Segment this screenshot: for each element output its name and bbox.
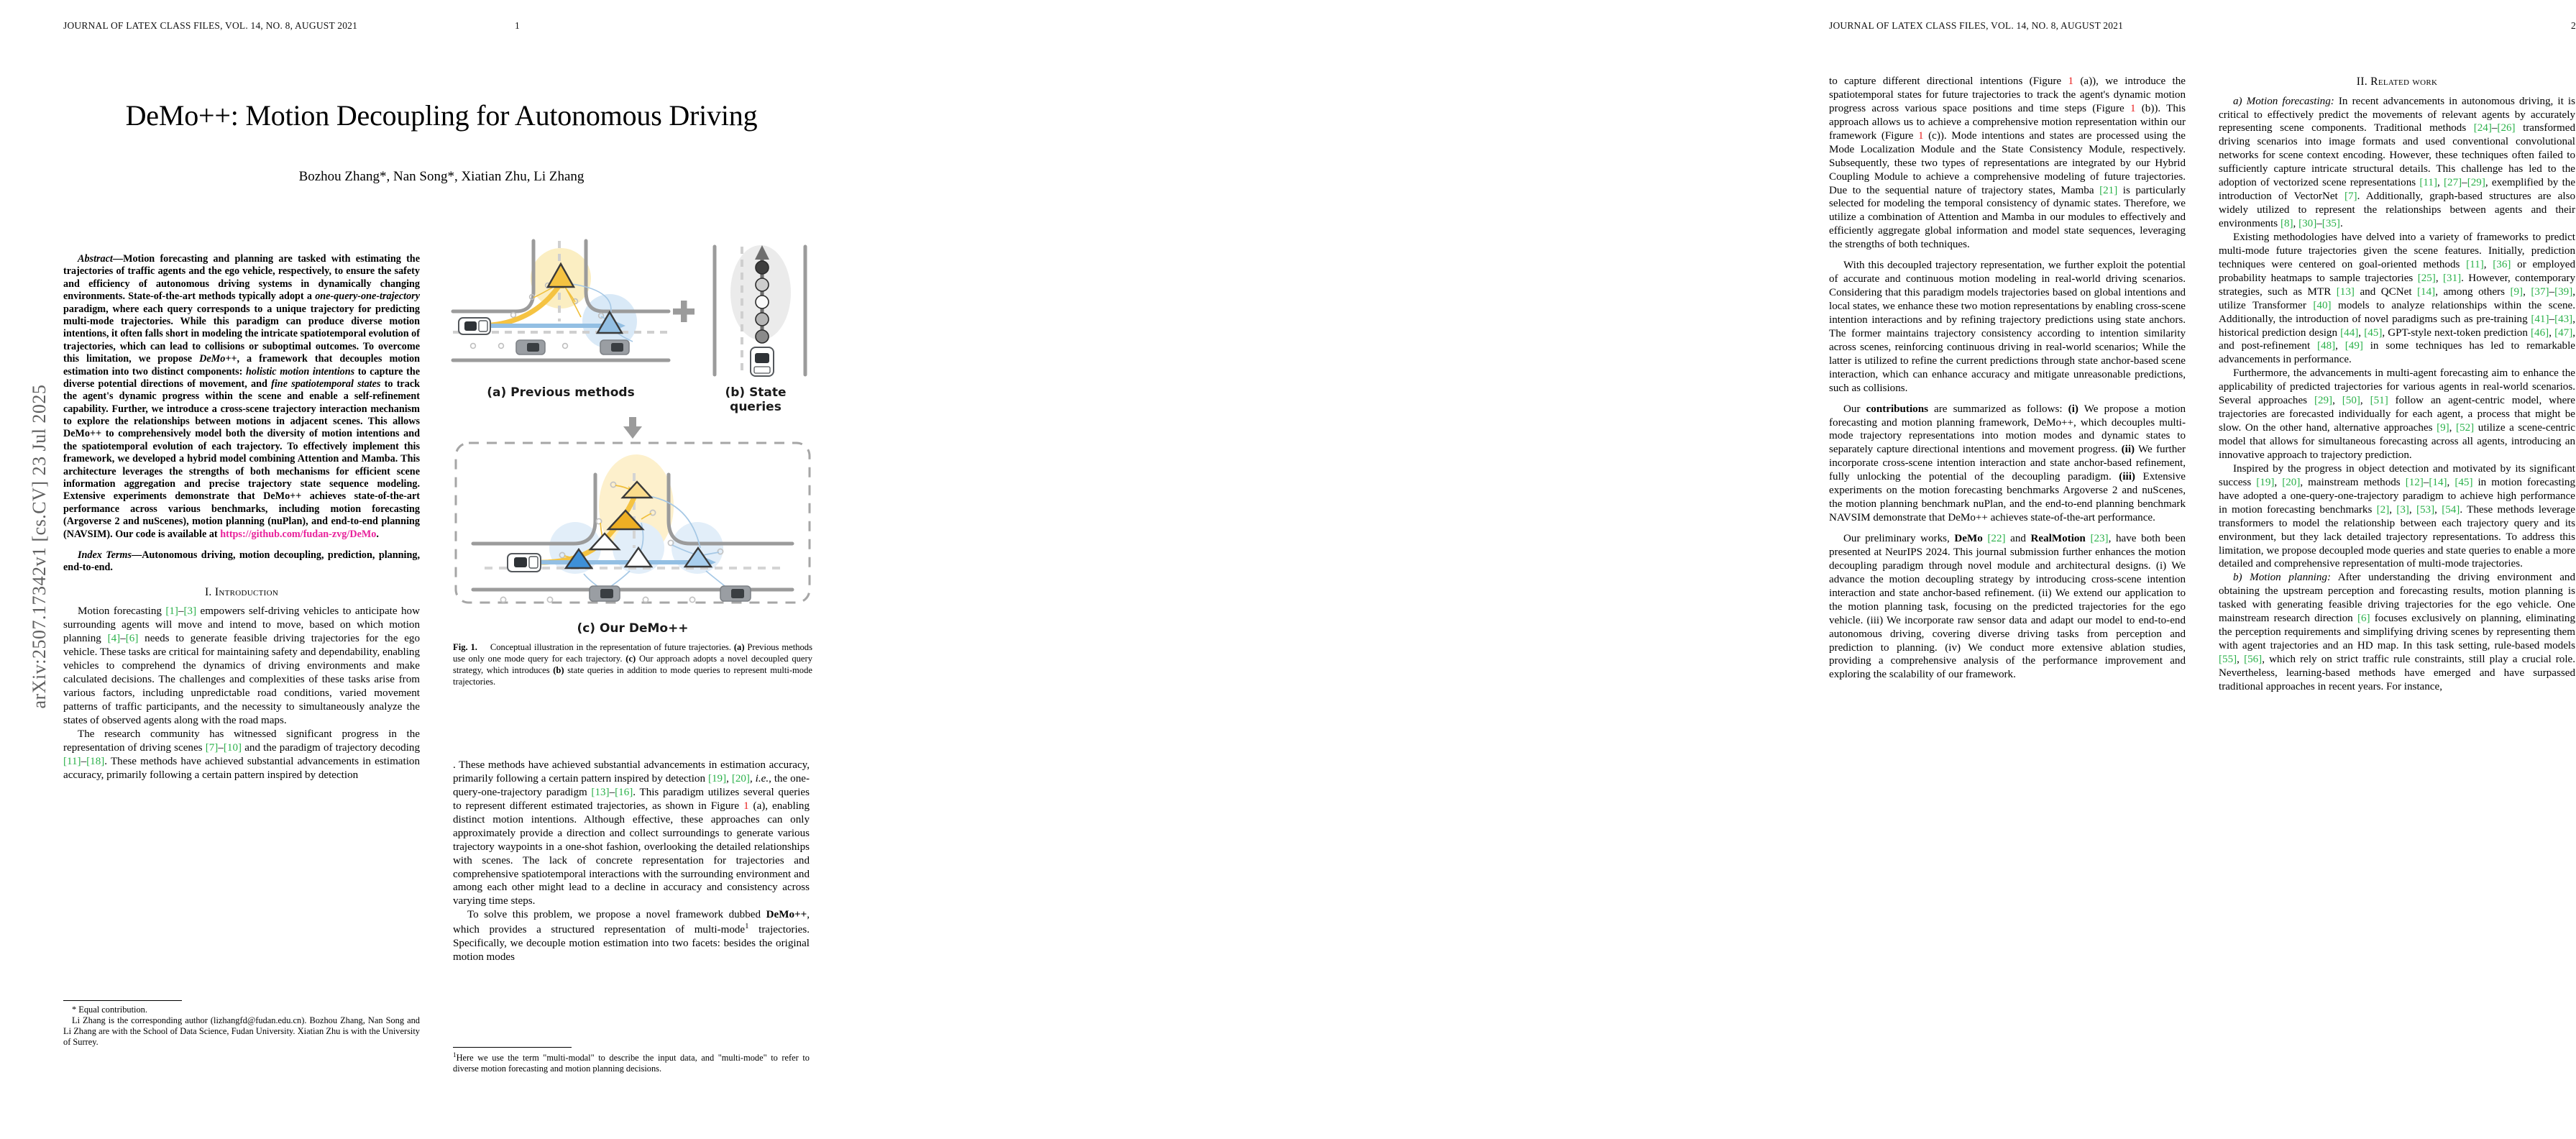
figure-1-caption: Fig. 1. Conceptual illustration in the representation of future trajectories. (a) Previous methods use only one mode query for each trajectory. (c) Our approach adopts a novel decoupled query strategy, which introduces (b) state queries in addition to mode queries to represent multi-mode trajectories. xyxy=(453,642,813,687)
other-vehicle-icon xyxy=(590,586,620,601)
index-terms: Index Terms—Autonomous driving, motion decoupling, prediction, planning, end-to-end. xyxy=(63,549,420,574)
footnote-equal-contribution: * Equal contribution. xyxy=(72,1005,147,1015)
panel-c-label: (c) Our DeMo++ xyxy=(577,621,689,636)
arxiv-stamp: arXiv:2507.17342v1 [cs.CV] 23 Jul 2025 xyxy=(29,384,50,709)
figure-panel-a xyxy=(453,241,669,400)
intro-paragraph-2: The research community has witnessed significant progress in the representation of driving scenes [7]–[10] and the paradigm of trajectory decoding [11]–[18]. These methods have achieved substantial advancements in estimation accuracy, primarily following a certain pattern inspired by detection xyxy=(63,728,420,781)
intro-paragraph-2-cont: . These methods have achieved substantial advancements in estimation accuracy, primarily following a certain pattern inspired by detection [19], [20], i.e., the one-query-one-trajectory paradigm [13]–[16]. This paradigm utilizes several queries to represent different estimated trajectories, as shown in Figure 1 (a), enabling distinct motion intentions. Although effective, these approaches can only approximately provide a direction and collect surroundings to generate various trajectory waypoints in a one-shot fashion, overlooking the detailed relationships with scenes. The lack of concrete representation for trajectories and comprehensive spatiotemporal interactions with the surrounding environment and among each other might lead to a decline in accuracy and consistency across varying time steps. xyxy=(453,759,810,907)
column-b xyxy=(453,759,810,1074)
figure-down-arrow-container xyxy=(453,417,812,440)
page-2 xyxy=(880,0,2576,1139)
related-motion-planning-paragraph: b) Motion planning: After understanding the driving environment and obtaining the upstream perception and forecasting results, motion planning is tasked with generating feasible driving trajectories for the ego vehicle. One mainstream research direction [6] focuses exclusively on planning, eliminating the perception requirements and simplifying driving scenes by representing them with agent trajectories and an HD map. In this task setting, rule-based models [55], [56], which rely on strict traffic rule constraints, still play a crucial role. Nevertheless, learning-based methods have emerged and have surpassed traditional approaches in recent years. For instance, xyxy=(2219,572,2575,692)
anchor-dot xyxy=(511,313,516,318)
running-head-page-2: JOURNAL OF LATEX CLASS FILES, VOL. 14, NO. 8, AUGUST 2021 xyxy=(1829,20,2124,31)
figure-top-row xyxy=(453,241,812,414)
footnote-block-right xyxy=(453,1040,810,1074)
plus-icon xyxy=(671,299,696,324)
figure-plus-container xyxy=(669,241,699,381)
footnote-multimodal: $^1$Here we use the term "multi-modal" to describe the input data, and "multi-mode" to refer to diverse motion forecasting and motion planning decisions. xyxy=(453,1051,810,1074)
anchor-dot xyxy=(471,344,476,349)
ego-vehicle-icon xyxy=(751,347,774,376)
anchor-dot xyxy=(563,344,568,349)
p2-contributions-paragraph: Our contributions are summarized as follows: (i) We propose a motion forecasting and motion planning framework, DeMo++, which decouples multi-mode trajectory representations into motion modes and dynamic states to separately capture directional intentions and movement progress. (ii) We further incorporate cross-scene intention interaction and state anchor-based refinement, fully unlocking the potential of the decoupling paradigm. (iii) Extensive experiments on the motion forecasting benchmarks Argoverse 2 and nuScenes, the motion planning benchmark nuPlan, and the end-to-end planning benchmark NAVSIM demonstrate that DeMo++ achieves state-of-the-art performance. xyxy=(1829,403,2186,524)
intro-paragraph-3: To solve this problem, we propose a novel framework dubbed DeMo++, which provides a structured representation of multi-mode$^1$ trajectories. Specifically, we decouple motion estimation into two facets: besides the original motion modes xyxy=(453,909,810,964)
intro-paragraph-1: Motion forecasting [1]–[3] empowers self-driving vehicles to anticipate how surrounding agents will move and intend to move, based on which motion planning [4]–[6] needs to generate feasible driving trajectories for the ego vehicle. These tasks are critical for maintaining safety and dependability, enabling vehicles to comprehend the dynamics of driving environments and make calculated decisions. The challenges and complexities of these tasks arise from various factors, including unpredictable road conditions, varied movement patterns of traffic participants, and the necessity to simultaneously analyze the states of observed agents along with the road maps. xyxy=(63,605,420,726)
state-query-dot xyxy=(756,278,769,291)
footnote-affiliation: Li Zhang is the corresponding author (lizhangfd@fudan.edu.cn). Bozhou Zhang, Nan Song and Li Zhang are with the School of Data Science, Fudan University. Xiatian Zhu is with the University of Surrey. xyxy=(63,1015,420,1047)
abstract-lead: Abstract xyxy=(78,253,113,265)
ego-vehicle-icon xyxy=(508,554,541,572)
abstract-paragraph: Abstract—Motion forecasting and planning are tasked with estimating the trajectories of traffic agents and the ego vehicle, respectively, to ensure the safety and efficiency of autonomous driving systems in dynamically changing environments. State-of-the-art methods typically adopt a one-query-one-trajectory paradigm, where each query corresponds to a unique trajectory for predicting multi-mode trajectories. While this paradigm can produce diverse motion intentions, it often falls short in modeling the intricate spatiotemporal evolution of trajectories, which can lead to collisions or suboptimal outcomes. To overcome this limitation, we propose DeMo++, a framework that decouples motion estimation into two distinct components: holistic motion intentions to capture the diverse potential directions of movement, and fine spatiotemporal states to track the agent's dynamic progress within the scene and enable a self-refinement capability. Further, we introduce a cross-scene trajectory interaction mechanism to explore the relationships between motions in adjacent scenes. This allows DeMo++ to comprehensively model both the diversity of motion intentions and the spatiotemporal evolution of each trajectory. To effectively implement this framework, we developed a hybrid model combining Attention and Mamba. This architecture leverages the strengths of both mechanisms for efficient scene information aggregation and precise trajectory state sequence modeling. Extensive experiments demonstrate that DeMo++ achieves state-of-the-art performance across various benchmarks, including motion forecasting (Argoverse 2 and nuScenes), motion planning (nuPlan), and end-to-end planning (NAVSIM). Our code is available at https://github.com/fudan-zvg/DeMo. xyxy=(63,253,421,540)
page-1 xyxy=(0,0,880,1139)
figure-1 xyxy=(453,241,812,687)
figure-number: Fig. 1. xyxy=(453,642,477,652)
panel-c-illustration xyxy=(453,440,812,620)
footnote-divider xyxy=(63,1000,182,1001)
ego-vehicle-icon xyxy=(459,318,490,334)
arrow-down-icon xyxy=(622,417,643,440)
road-edge-upper-left xyxy=(453,241,533,311)
panel-a-illustration xyxy=(453,241,669,381)
page-number-1: 1 xyxy=(515,20,520,31)
related-motion-forecasting-paragraph: a) Motion forecasting: In recent advancements in autonomous driving, it is critical to effectively predict the movements of relevant agents by accurately representing scene components. Traditional methods [24]–[26] transformed driving scenarios into image formats and used conventional convolutional networks for scene context encoding. However, these techniques often failed to sufficiently capture intricate structural details. This challenge has led to the adoption of vectorized scene representations [11], [27]–[29], exemplified by the introduction of VectorNet [7]. Additionally, graph-based structures are also widely utilized to represent the relationships between agents and their environments [8], [30]–[35]. xyxy=(2219,95,2576,229)
related-query-paradigm-paragraph: Inspired by the progress in object detection and motivated by its significant success [19], [20], mainstream methods [12]–[14], [45] in motion forecasting have adopted a one-query-one-trajectory paradigm to achieve high performance in motion forecasting benchmarks [2], [3], [53], [54]. These methods leverage transformers to model the relationship between each trajectory query and its environment, but they lack detailed trajectory representations. To address this limitation, we propose decoupled mode queries and state queries to enable a more detailed and comprehensive representation of multi-mode trajectories. xyxy=(2219,462,2576,570)
panel-b-illustration xyxy=(699,241,812,381)
state-query-dot xyxy=(756,330,769,343)
p2-paragraph-1: to capture different directional intentions (Figure 1 (a)), we introduce the spatiotemporal states for future trajectories to track the agent's dynamic motion progress across various space positions and time steps (Figure 1 (b)). This approach allows us to achieve a comprehensive motion representation within our framework (Figure 1 (c)). Mode intentions and states are processed using the Mode Localization Module and the State Consistency Module, respectively. Subsequently, these two types of representations are integrated by our Hybrid Coupling Module to achieve a comprehensive modeling of future trajectories. Due to the sequential nature of trajectory states, Mamba [21] is particularly selected for modeling the temporal consistency of dynamic states. Therefore, we utilize a combination of Attention and Mamba in our modules to effectively and efficiently aggregate global information and model state sequences, leveraging the strengths of both techniques. xyxy=(1829,76,2186,251)
footnote-divider xyxy=(453,1047,572,1048)
figure-panel-c xyxy=(453,440,812,636)
state-query-dot xyxy=(756,313,769,326)
column-d xyxy=(2219,75,2575,694)
page-number-2: 2 xyxy=(2571,20,2576,31)
other-vehicle-icon xyxy=(516,340,545,354)
anchor-dot xyxy=(689,597,695,602)
column-a xyxy=(63,253,421,1047)
anchor-dot xyxy=(499,344,504,349)
p2-paragraph-2: With this decoupled trajectory representation, we further exploit the potential of accurate and continuous motion modeling in real-world driving scenarios. Considering that this paradigm models trajectories based on global intentions and local states, we enhance these two motion representations by enabling cross-scene intention interactions and by refining trajectory predictions using state anchors. The former maintains trajectory consistency according to intention similarity across scenes, reinforcing continuous driving in real-world scenarios; While the latter is utilized to refine the current predictions through state anchor-based scene interaction, which can enhance accuracy and mitigate unreasonable predictions, such as collisions. xyxy=(1829,260,2186,394)
page-title: DeMo++: Motion Decoupling for Autonomous Driving xyxy=(125,99,758,132)
panel-a-label: (a) Previous methods xyxy=(487,385,635,400)
author-list: Bozhou Zhang*, Nan Song*, Xiatian Zhu, Li Zhang xyxy=(298,169,585,184)
running-head-page-1: JOURNAL OF LATEX CLASS FILES, VOL. 14, NO. 8, AUGUST 2021 xyxy=(63,20,358,31)
panel-b-label: (b) State queries xyxy=(725,385,787,414)
related-multiagent-paragraph: Furthermore, the advancements in multi-agent forecasting aim to enhance the applicability of predicted trajectories for various agents in real-world scenarios. Several approaches [29], [50], [51] follow an agent-centric model, where trajectories are forecasted individually for each agent, a process that might be slow. On the other hand, alternative approaches [9], [52] utilize a scene-centric model that allows for simultaneous forecasting across all agents, introducing an innovative approach to trajectory prediction. xyxy=(2219,367,2576,461)
section-heading-introduction: I. Introduction xyxy=(204,585,279,598)
section-heading-related-work: II. Related work xyxy=(2356,76,2438,88)
figure-panel-b xyxy=(699,241,812,414)
state-query-dot xyxy=(756,261,769,274)
footnote-block-left xyxy=(63,994,420,1048)
other-vehicle-icon xyxy=(600,340,629,354)
column-c xyxy=(1829,75,2186,682)
other-vehicle-icon xyxy=(720,586,751,601)
related-multimode-paragraph: Existing methodologies have delved into a variety of frameworks to predict multi-mode future trajectories given the scene features. Initially, prediction techniques were centered on goal-oriented methods [11], [36] or employed probability heatmaps to sample trajectories [25], [31]. However, contemporary strategies, such as MTR [13] and QCNet [14], among others [9], [37]–[39], utilize Transformer [40] models to analyze relationships within the scene. Additionally, the introduction of novel paradigms such as pre-training [41]–[43], historical prediction design [44], [45], GPT-style next-token prediction [46], [47], and post-refinement [48], [49] in some techniques has led to remarkable advancements in performance. xyxy=(2219,231,2576,366)
state-query-dot xyxy=(756,296,769,308)
p2-preliminary-works-paragraph: Our preliminary works, DeMo [22] and RealMotion [23], have both been presented at NeurIPS 2024. This journal submission further enhances the motion decoupling paradigm through novel module and architectural designs. (i) We advance the motion decoupling strategy by introducing cross-scene intention interaction and state anchor-based refinement. (ii) We extend our application to the motion planning task, focusing on the predicted trajectories for the ego vehicle. (iii) We incorporate raw sensor data and adapt our model to end-to-end autonomous driving, covering diverse driving tasks from perception and prediction to planning. (iv) We conduct more extensive ablation studies, providing a comprehensive analysis of the performance improvement and exploring the scalability of our framework. xyxy=(1829,533,2186,681)
anchor-dot xyxy=(547,597,552,602)
code-url-link[interactable]: https://github.com/fudan-zvg/DeMo xyxy=(220,528,377,540)
